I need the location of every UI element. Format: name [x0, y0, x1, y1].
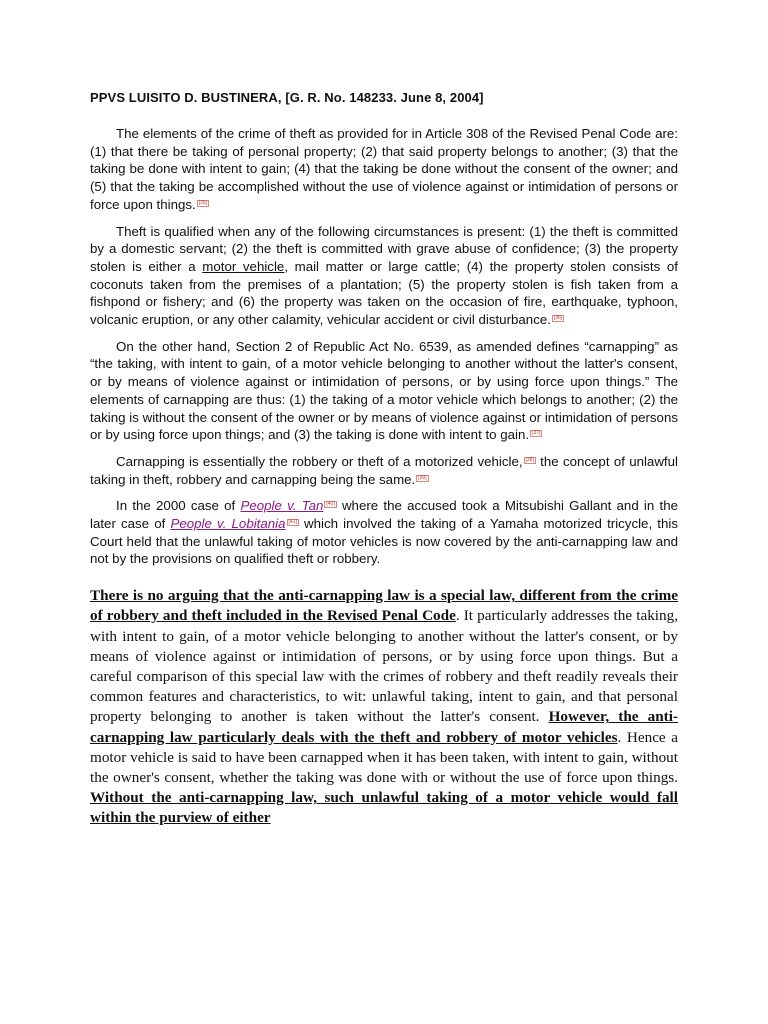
paragraph-text: On the other hand, Section 2 of Republic Act No. 6539, as amended defines “carnapping” as “the taking, with intent to gain, of a motor vehicle belonging to another without the latter's consent, or by means of violence against or intimidation of persons, or by using force upon things.” The elements of carnapping are thus: (1) the taking of a motor vehicle which belongs to another; (2) the taking is without the consent of the owner or by means of violence against or intimidation of persons or by using force upon things; and (3) the taking is done with intent to gain.	[90, 338, 678, 443]
emphasis-text: Without the anti-carnapping law, such unlawful taking of a motor vehicle would fall within the purview of either	[90, 789, 678, 827]
footnote-link[interactable]: [37]	[532, 430, 541, 437]
footnote-link[interactable]: [39]	[418, 474, 427, 481]
case-title: PPVS LUISITO D. BUSTINERA, [G. R. No. 148233. June 8, 2004]	[90, 90, 484, 105]
paragraph-text: the concept of unlawful taking in theft, robbery and carnapping being the same.	[90, 453, 678, 487]
footnote-link[interactable]: [36]	[553, 315, 563, 322]
paragraph-text: . It particularly addresses the taking, with intent to gain, of a motor vehicle belonging to another without the latter's consent, or by means of violence against or intimidation of persons, or by using force upon things. But a careful comparison of this special law with the crimes of robbery and theft readily reveals their common features and characteristics, to wit: unlawful taking, intent to gain, and that personal property belonging to another is taken without the latter's consent.	[90, 607, 678, 726]
document-page	[90, 90, 678, 829]
emphasis-text: There is no arguing that the anti-carnapping law is a special law, different from the crime of robbery and theft included in the Revised Penal Code	[90, 587, 678, 625]
case-link-people-v-tan[interactable]: People v. Tan	[240, 498, 324, 514]
paragraph-text: The elements of the crime of theft as provided for in Article 308 of the Revised Penal Code are: (1) that there be taking of personal property; (2) that said property belongs to another; (3) that the taking be done with intent to gain; (4) that the taking be done without the consent of the owner; and (5) that the taking be accomplished without the use of violence against or intimidation of persons or force upon things.	[90, 126, 678, 212]
paragraph-text: where the accused took a Mitsubishi Gallant and in the later case of	[90, 498, 678, 532]
paragraph-text: Carnapping is essentially the robbery or theft of a motorized vehicle,	[116, 453, 523, 469]
emphasis-text: However, the anti-carnapping law particularly deals with the theft and robbery of motor vehicles	[90, 708, 678, 746]
footnote-link[interactable]: [41]	[288, 519, 297, 526]
paragraph-carnapping-essence	[90, 453, 678, 488]
paragraph-text: In the 2000 case of	[116, 498, 241, 514]
paragraph-carnapping-definition	[90, 338, 678, 444]
motor-vehicle-link[interactable]: motor vehicle	[202, 258, 285, 274]
paragraph-text: , mail matter or large cattle; (4) the property stolen consists of coconuts taken from the premises of a plantation; (5) the property stolen is fish taken from a fishpond or fishery; and (6) the property was taken on the occasion of fire, earthquake, typhoon, volcanic eruption, or any other calamity, vehicular accident or civil disturbance.	[90, 258, 678, 328]
paragraph-text: which involved the taking of a Yamaha motorized tricycle, this Court held that the unlawful taking of motor vehicles is now covered by the anti-carnapping law and not by the provisions on qualified theft or robbery.	[90, 516, 678, 567]
paragraph-theft-elements	[90, 125, 678, 214]
paragraph-text: Theft is qualified when any of the following circumstances is present: (1) the theft is committed by a domestic servant; (2) the theft is committed with grave abuse of confidence; (3) the property stolen is either a	[90, 223, 678, 274]
paragraph-text: . Hence a motor vehicle is said to have been carnapped when it has been taken, with intent to gain, without the owner's consent, whether the taking was done with or without the use of force upon things.	[90, 728, 679, 786]
footnote-link[interactable]: [38]	[525, 456, 534, 463]
paragraph-special-law	[90, 586, 678, 828]
footnote-link[interactable]: [40]	[326, 501, 335, 508]
case-link-people-v-lobitania[interactable]: People v. Lobitania	[170, 516, 286, 532]
paragraph-qualified-theft	[90, 223, 678, 329]
footnote-link[interactable]: [35]	[198, 199, 208, 206]
paragraph-case-citations	[90, 497, 678, 568]
